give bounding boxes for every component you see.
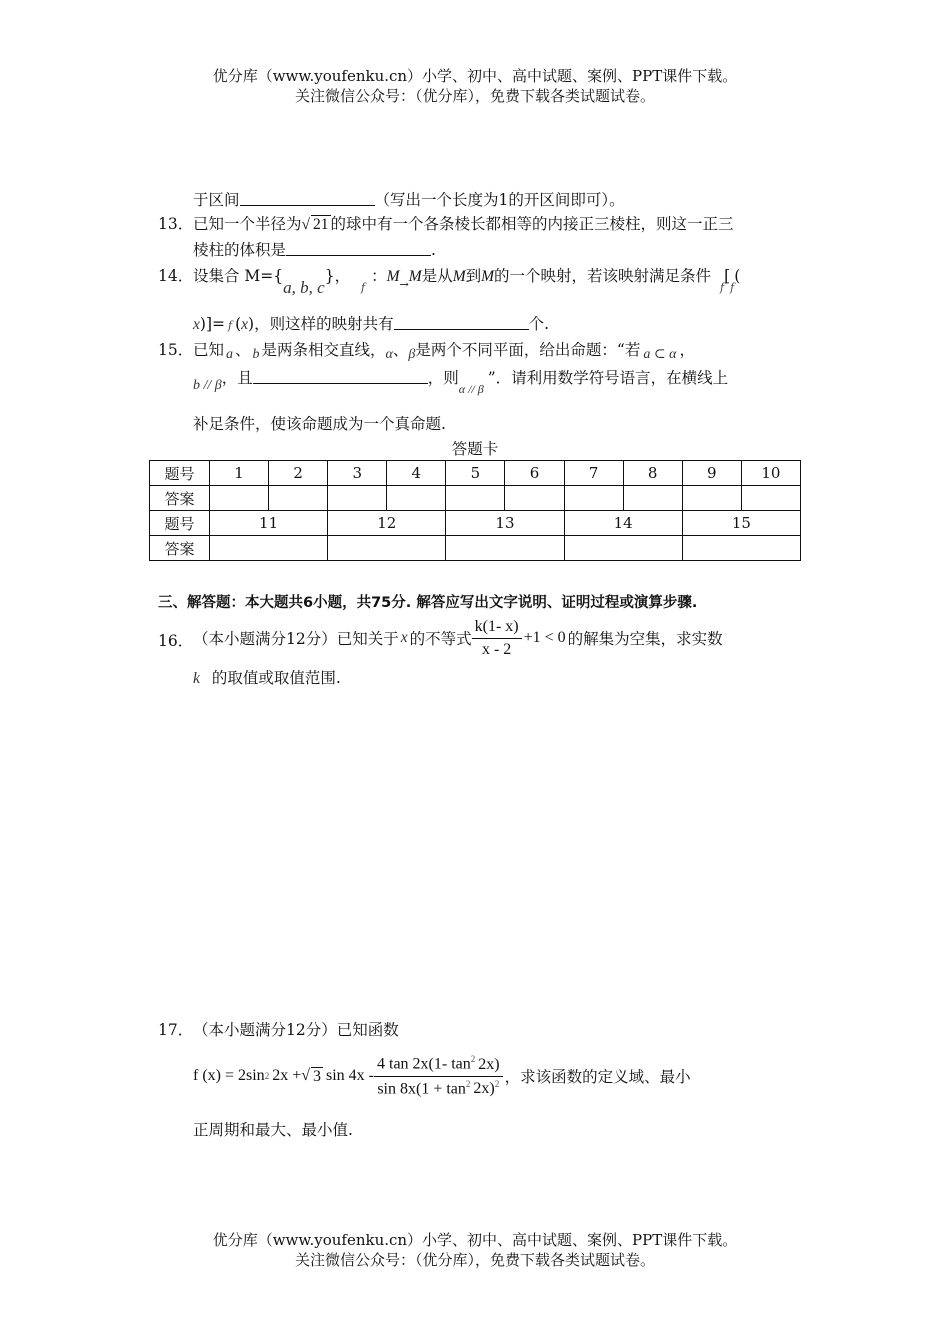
answer-cell[interactable] (210, 486, 269, 511)
q16-text1: （本小题满分12分）已知关于 (193, 630, 399, 648)
row-label: 答案 (150, 536, 210, 561)
q15-a: a (226, 347, 234, 362)
q15-text1: 已知 (193, 341, 225, 359)
q14-text3: ： (371, 267, 387, 285)
q17-text2: ，求该函数的定义域、最小 (504, 1068, 691, 1086)
answer-cell[interactable] (446, 486, 505, 511)
q15-b: b (252, 347, 260, 362)
q12-line (193, 188, 625, 210)
q14-answer-blank[interactable] (394, 315, 529, 330)
answer-cell[interactable] (269, 486, 328, 511)
q14-cond-paren: ( (734, 267, 741, 285)
question-number: 8 (623, 461, 682, 486)
q14-text6: 的一个映射，若该映射满足条件 (494, 267, 712, 285)
question-number: 5 (446, 461, 505, 486)
q14-cond-bracket: [ (724, 267, 731, 285)
q13-text1: 已知一个半径为 (193, 215, 302, 233)
q15-l2-text2: ，则 (427, 369, 459, 387)
question-number: 9 (682, 461, 741, 486)
row-label: 题号 (150, 461, 210, 486)
answer-card-row-answers-1 (150, 486, 801, 511)
answer-cell[interactable] (210, 536, 328, 561)
q17-lhs: f (x) = 2sin (193, 1067, 265, 1084)
question-number: 2 (269, 461, 328, 486)
q17-fraction (374, 1054, 503, 1098)
q15-number: 15． (158, 341, 194, 359)
q14-line1 (193, 264, 740, 296)
q14-f-symbol: f (361, 281, 366, 294)
row-label: 题号 (150, 511, 210, 536)
q14-line2 (193, 312, 549, 334)
answer-cell[interactable] (682, 536, 800, 561)
q14-text1: 设集合 M={ (193, 267, 284, 285)
q15-sep1: 、 (235, 341, 251, 359)
q13-sqrt-value: 21 (313, 216, 329, 233)
answer-card-title: 答题卡 (451, 440, 499, 458)
q13-line1: 已知一个半径为√ 21 的球中有一个各条棱长都相等的内接正三棱柱，则这一正三 (193, 215, 734, 233)
q16-denominator: x - 2 (481, 640, 512, 658)
q14-l2-text1: )]= (199, 315, 225, 333)
q17-number: 17． (158, 1021, 194, 1039)
answer-card-row-answers-2 (150, 536, 801, 561)
q17-term2: sin 4x - (326, 1067, 374, 1084)
answer-card-table (149, 460, 801, 561)
footer-line-1: 优分库（www.youfenku.cn）小学、初中、高中试题、案例、PPT课件下载。 (212, 1231, 738, 1249)
q16-text4: 的取值或取值范围. (211, 669, 341, 687)
answer-cell[interactable] (741, 486, 800, 511)
q17-den-exp: 2 (465, 1078, 471, 1089)
q16-line2 (193, 666, 341, 688)
q15-answer-blank[interactable] (253, 369, 428, 384)
q14-arrow: → (399, 278, 409, 291)
q15-sep2: 、 (392, 341, 409, 359)
q14-M2: M (408, 268, 422, 285)
q13-answer-blank[interactable] (286, 241, 431, 256)
q17-den-text: sin 8x(1 + tan (377, 1079, 466, 1097)
answer-cell[interactable] (387, 486, 446, 511)
row-label: 答案 (150, 486, 210, 511)
q15-b-parallel-beta: b // β (193, 378, 222, 393)
q17-text3: 正周期和最大、最小值. (193, 1121, 353, 1139)
q15-line1 (193, 338, 695, 360)
q16-text2: 的不等式 (409, 630, 472, 648)
q17-exp-1: 2 (264, 1071, 270, 1081)
q16-text3: 的解集为空集，求实数 (567, 630, 723, 648)
q15-l2-text1: ，且 (221, 369, 253, 387)
q13-text3: 棱柱的体积是 (193, 241, 287, 259)
q12-answer-blank[interactable] (240, 191, 375, 206)
q15-text2: 是两条相交直线， (261, 341, 386, 359)
q15-text3: 是两个不同平面，给出命题：“若 (415, 341, 641, 359)
answer-cell[interactable] (505, 486, 564, 511)
q17-intro: （本小题满分12分）已知函数 (193, 1021, 399, 1039)
q14-x2: x (241, 316, 249, 333)
q14-set-elements: a, b, c (283, 278, 325, 297)
q15-condition: a ⊂ α (643, 347, 677, 362)
q17-num-text: 4 tan 2x(1- tan (377, 1055, 471, 1073)
q16-number: 16． (158, 632, 194, 650)
answer-cell[interactable] (682, 486, 741, 511)
answer-cell[interactable] (564, 536, 682, 561)
q14-M1: M (386, 268, 400, 285)
q12-suffix: （写出一个长度为1的开区间即可）。 (374, 191, 625, 209)
header-line-2: 关注微信公众号：（优分库），免费下载各类试题试卷。 (294, 87, 655, 105)
q16-line1 (193, 614, 723, 662)
question-number: 11 (210, 511, 328, 536)
q17-den-end: 2x) (473, 1079, 495, 1097)
question-number: 7 (564, 461, 623, 486)
question-number: 4 (387, 461, 446, 486)
answer-card-row-numbers-2 (150, 511, 801, 536)
q14-l2-f: f (227, 319, 233, 332)
question-number: 12 (328, 511, 446, 536)
q16-fraction (472, 618, 522, 659)
q17-num-exp: 2 (470, 1054, 476, 1065)
q12-prefix: 于区间 (193, 191, 240, 209)
question-number: 6 (505, 461, 564, 486)
q17-sqrt3: 3 (313, 1067, 321, 1085)
answer-cell[interactable] (446, 536, 564, 561)
question-number: 15 (682, 511, 800, 536)
q14-cond-f-inner: f (730, 281, 735, 294)
question-number: 14 (564, 511, 682, 536)
q15-line3: 补足条件，使该命题成为一个真命题. (193, 415, 446, 433)
answer-cell[interactable] (328, 486, 387, 511)
q14-text5: 到 (465, 267, 482, 285)
q16-k: k (193, 670, 200, 687)
q13-text4: . (431, 241, 436, 259)
q14-cond-f-outer: f (720, 281, 725, 294)
q17-term1: 2x + (272, 1067, 302, 1084)
q13-text2: 的球中有一个各条棱长都相等的内接正三棱柱，则这一正三 (330, 215, 734, 233)
answer-cell[interactable] (564, 486, 623, 511)
q14-text4: 是从 (421, 267, 453, 285)
q14-l2-text3: 个. (528, 315, 550, 333)
q14-l2-paren: ( (235, 315, 242, 333)
q14-number: 14． (158, 267, 194, 285)
q15-conclusion: α // β (458, 382, 484, 396)
q15-l2-text3: ”．请利用数学符号语言，在横线上 (487, 369, 729, 387)
q16-inequality-rest: +1 < 0 (523, 629, 566, 646)
question-number: 1 (210, 461, 269, 486)
q15-alpha: α (385, 347, 393, 362)
section-3-heading: 三、解答题：本大题共6小题，共75分. 解答应写出文字说明、证明过程或演算步骤. (158, 595, 698, 611)
q13-number: 13． (158, 215, 194, 233)
question-number: 13 (446, 511, 564, 536)
header-line-1: 优分库（www.youfenku.cn）小学、初中、高中试题、案例、PPT课件下载。 (212, 67, 738, 85)
q17-denominator (374, 1077, 503, 1098)
q16-x: x (400, 629, 408, 646)
question-number: 10 (741, 461, 800, 486)
footer-line-2: 关注微信公众号：（优分库），免费下载各类试题试卷。 (294, 1251, 655, 1269)
answer-cell[interactable] (328, 536, 446, 561)
question-number: 3 (328, 461, 387, 486)
q17-den-exp2: 2 (494, 1078, 500, 1089)
q14-M3: M (452, 268, 466, 285)
q14-text2: }， (324, 267, 351, 285)
q16-numerator: k(1- x) (472, 618, 522, 639)
q14-M4: M (481, 268, 495, 285)
q17-formula-line: f (x) = 2sin 2 2x + √ 3 sin 4x - $\frac{4 \tan 2x(1- \tan^2 2x)}{\sin 8x(1 + \tan^2 2x)^2}$ ，求该函数的定义域、最小 (193, 1054, 691, 1097)
q14-l2-text2: )，则这样的映射共有 (248, 315, 394, 333)
q14-x1: x (193, 316, 200, 333)
answer-cell[interactable] (623, 486, 682, 511)
q15-text4: ， (679, 341, 695, 359)
q13-line2 (193, 238, 436, 260)
answer-card-row-numbers-1 (150, 461, 801, 486)
q17-num-end: 2x) (478, 1055, 500, 1073)
q15-beta: β (408, 347, 416, 362)
q17-numerator (374, 1054, 503, 1076)
